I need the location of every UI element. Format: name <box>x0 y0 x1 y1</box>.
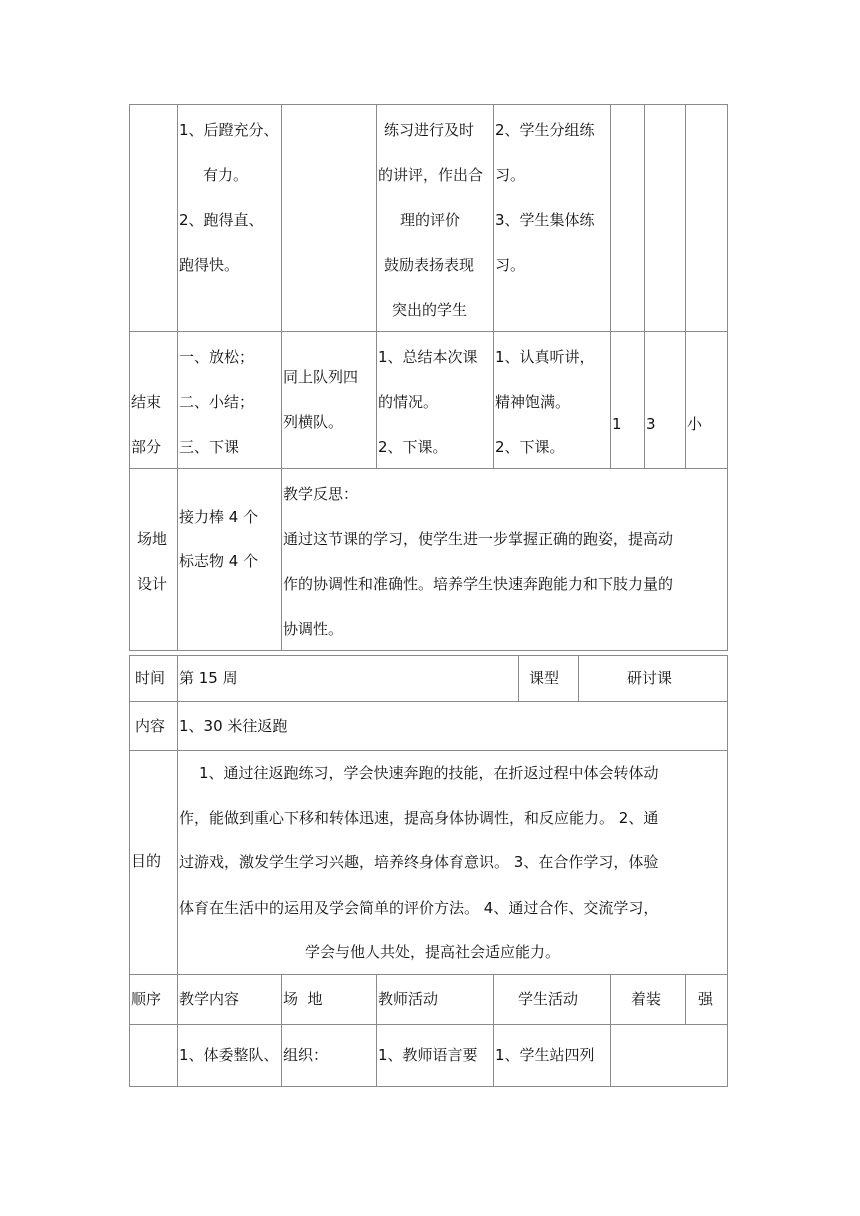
reflection-line-1: 通过这节课的学习，使学生进一步掌握正确的跑姿，提高动 <box>283 530 674 548</box>
lower-row-divider-2 <box>129 750 728 751</box>
row3-label-line-1: 场地 <box>137 530 168 548</box>
upper-row-divider-2 <box>129 468 728 469</box>
upper-col-line-7 <box>685 104 686 468</box>
upper-col-line-5 <box>610 104 611 468</box>
row3-label-line-2: 设计 <box>137 575 168 593</box>
upper-col-line-4 <box>493 104 494 468</box>
lower-col-line-1 <box>177 655 178 1087</box>
row2-student-line-2: 精神饱满。 <box>495 393 571 411</box>
lower-col-line-6 <box>685 974 686 1025</box>
row1-teacher-line-1: 练习进行及时 <box>384 121 475 139</box>
row3-equipment-line-1: 接力棒 4 个 <box>179 508 259 526</box>
row2-teacher-line-1: 1、总结本次课 <box>378 348 478 366</box>
header-teacher: 教师活动 <box>378 990 439 1008</box>
content-label: 内容 <box>135 717 166 735</box>
upper-right-border <box>727 104 728 651</box>
lower-row-divider-4 <box>129 1024 728 1025</box>
row2-content-line-1: 一、放松； <box>179 348 255 366</box>
header-intensity: 强 <box>698 990 714 1008</box>
upper-col-line-1 <box>177 104 178 651</box>
upper-top-border <box>129 104 728 105</box>
goal-label: 目的 <box>131 852 162 870</box>
row1-student-line-1: 2、学生分组练 <box>495 121 595 139</box>
row1-content-line-1: 1、后蹬充分、 <box>179 121 279 139</box>
time-value: 第 15 周 <box>179 669 238 687</box>
row1-student-line-2: 习。 <box>495 166 526 184</box>
row2-student-line-1: 1、认真听讲， <box>495 348 595 366</box>
row2-teacher-line-3: 2、下课。 <box>378 438 448 456</box>
first-row-content: 1、体委整队、 <box>179 1046 279 1064</box>
upper-col-line-2 <box>281 104 282 651</box>
lower-row-divider-1 <box>129 701 728 702</box>
row2-intensity: 小 <box>687 415 703 433</box>
row1-content-line-4: 跑得快。 <box>179 256 240 274</box>
lower-right-border <box>727 655 728 1087</box>
lesson-type-value: 研讨课 <box>627 669 673 687</box>
row2-student-line-3: 2、下课。 <box>495 438 565 456</box>
lower-left-border <box>129 655 130 1087</box>
row2-number-2: 3 <box>646 415 656 433</box>
goal-line-1: 1、通过往返跑练习，学会快速奔跑的技能，在折返过程中体会转体动 <box>199 764 659 782</box>
lower-top-border <box>129 655 728 656</box>
goal-line-5: 学会与他人共处，提高社会适应能力。 <box>305 943 561 961</box>
lower-bottom-border <box>129 1086 728 1087</box>
first-row-teacher: 1、教师语言要 <box>378 1046 478 1064</box>
row1-content-line-3: 2、跑得直、 <box>179 211 264 229</box>
header-teach-content: 教学内容 <box>179 990 240 1008</box>
row1-content-line-2: 有力。 <box>203 166 249 184</box>
reflection-line-3: 协调性。 <box>283 620 344 638</box>
lower-col-line-3 <box>376 974 377 1087</box>
reflection-line-2: 作的协调性和准确性。培养学生快速奔跑能力和下肢力量的 <box>283 575 674 593</box>
reflection-title: 教学反思： <box>283 485 359 503</box>
row2-number-1: 1 <box>612 415 622 433</box>
row3-equipment-line-2: 标志物 4 个 <box>179 552 259 570</box>
row2-section-line-1: 结束 <box>131 393 162 411</box>
goal-line-2: 作，能做到重心下移和转体迅速，提高身体协调性，和反应能力。 2、通 <box>179 809 659 827</box>
time-row-divider-1 <box>518 655 519 702</box>
lesson-type-label: 课型 <box>529 669 560 687</box>
header-order: 顺序 <box>131 990 162 1008</box>
time-label: 时间 <box>135 669 166 687</box>
upper-bottom-border <box>129 650 728 651</box>
upper-col-line-3 <box>376 104 377 468</box>
upper-col-line-6 <box>644 104 645 468</box>
header-dress: 着装 <box>631 990 662 1008</box>
row2-content-line-3: 三、下课 <box>179 438 240 456</box>
row2-section-line-2: 部分 <box>131 438 162 456</box>
row1-student-line-3: 3、学生集体练 <box>495 211 595 229</box>
time-row-divider-2 <box>578 655 579 702</box>
goal-line-3: 过游戏，激发学生学习兴趣，培养终身体育意识。 3、在合作学习，体验 <box>179 853 659 871</box>
first-row-venue: 组织： <box>283 1046 329 1064</box>
upper-left-border <box>129 104 130 651</box>
goal-line-4: 体育在生活中的运用及学会简单的评价方法。 4、通过合作、交流学习， <box>179 899 659 917</box>
row2-venue-line-2: 列横队。 <box>283 413 344 431</box>
header-student: 学生活动 <box>518 990 579 1008</box>
row2-teacher-line-2: 的情况。 <box>378 393 439 411</box>
header-venue: 场 地 <box>283 990 323 1008</box>
row2-content-line-2: 二、小结； <box>179 393 255 411</box>
lower-col-line-5 <box>610 974 611 1087</box>
upper-row-divider-1 <box>129 331 728 332</box>
row1-student-line-4: 习。 <box>495 256 526 274</box>
lower-row-divider-3 <box>129 974 728 975</box>
row1-teacher-line-5: 突出的学生 <box>392 301 468 319</box>
first-row-student: 1、学生站四列 <box>495 1046 595 1064</box>
row1-teacher-line-2: 的讲评，作出合 <box>378 166 484 184</box>
lower-col-line-4 <box>493 974 494 1087</box>
row2-venue-line-1: 同上队列四 <box>283 368 359 386</box>
content-value: 1、30 米往返跑 <box>179 717 288 735</box>
row1-teacher-line-3: 理的评价 <box>400 211 461 229</box>
row1-teacher-line-4: 鼓励表扬表现 <box>384 256 475 274</box>
lower-col-line-2 <box>281 974 282 1087</box>
